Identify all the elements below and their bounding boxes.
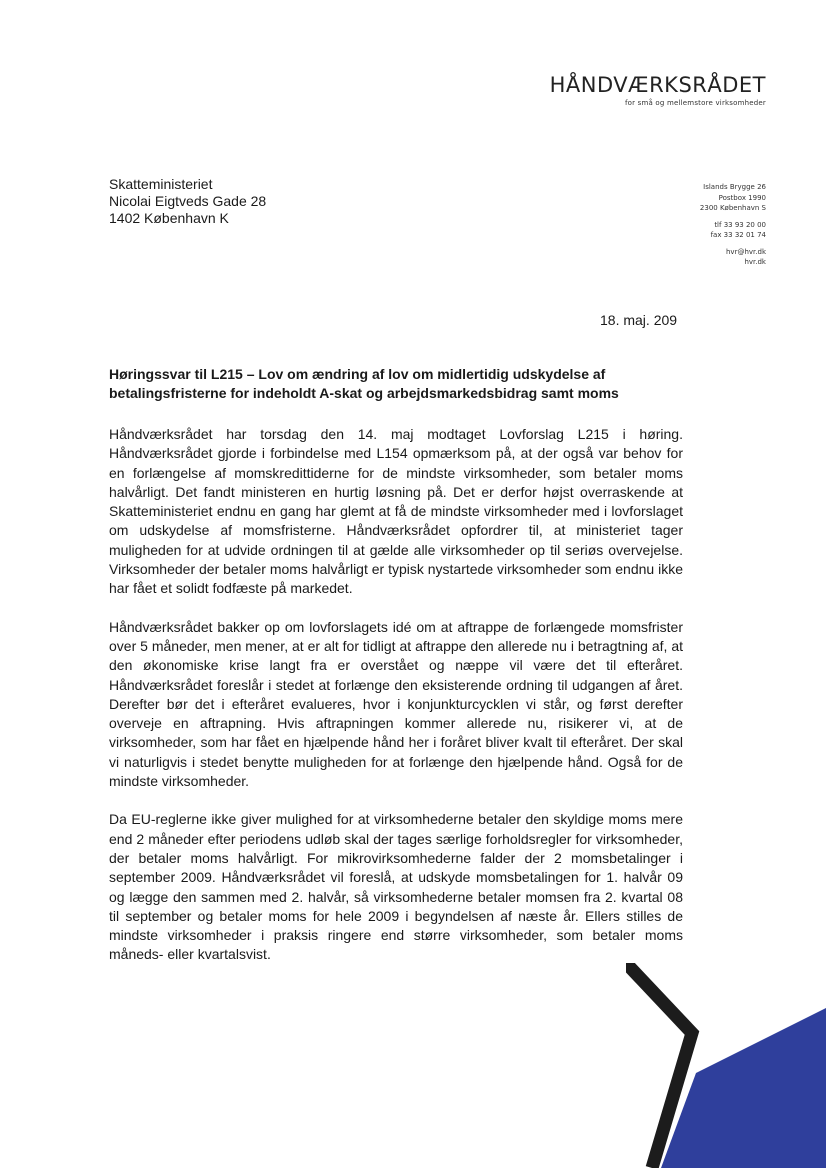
contact-web: hvr.dk	[744, 258, 766, 266]
letter-subject: Høringssvar til L215 – Lov om ændring af lov om midlertidig udskydelse af betalingsfristerne for indeholdt A-skat og arbejdsmarkedsbidrag samt moms	[109, 366, 619, 401]
recipient-line-1: Skatteministeriet	[109, 176, 213, 192]
recipient-line-2: Nicolai Eigtveds Gade 28	[109, 193, 267, 209]
contact-city: 2300 København S	[699, 204, 766, 212]
letter-body	[109, 425, 683, 984]
body-paragraph-3: Da EU-reglerne ikke giver mulighed for at virksomhederne betaler den skyldige moms mere end 2 måneder efter periodens udløb skal der tages særlige forholdsregler for virksomheder, der betaler moms halvårligt. For mikrovirksomhederne falder der 2 momsbetalinger i september 2009. Håndværksrådet vil foreslå, at udskyde momsbetalingen for 1. halvår 09 og lægge den sammen med 2. halvår, så virksomhederne betaler momsen fra 2. kvartal 08 til september og betaler moms for hele 2009 i begyndelsen af næste år. Ellers stilles de mindste virksomheder i praksis ringere end større virksomheder, som betaler moms måneds- eller kvartalsvist.	[109, 811, 683, 963]
contact-fax: fax 33 32 01 74	[710, 231, 766, 239]
recipient-line-3: 1402 København K	[109, 210, 229, 226]
logo-tagline: for små og mellemstore virksomheder	[625, 99, 766, 107]
body-paragraph-1: Håndværksrådet har torsdag den 14. maj modtaget Lovforslag L215 i høring. Håndværksrådet gjorde i forbindelse med L154 opmærksom på, at der også var behov for en forlængelse af momskredittiderne for de mindste virksomheder, som betaler moms halvårligt. Det fandt ministeren en hurtig løsning på. Det er derfor højst overraskende at Skatteministeriet endnu en gang har glemt at få de mindste virksomheder med i lovforslaget om udskydelse af momsfristerne. Håndværksrådet opfordrer til, at ministeriet tager muligheden for at udvide ordningen til at gælde alle virksomheder op til seriøs overvejelse. Virksomheder der betaler moms halvårligt er typisk nystartede virksomheder som endnu ikke har fået et solidt fodfæste på markedet.	[109, 426, 683, 597]
contact-postbox: Postbox 1990	[718, 193, 766, 202]
contact-email: hvr@hvr.dk	[726, 247, 766, 256]
logo-name: HÅNDVÆRKSRÅDET	[549, 73, 766, 97]
body-paragraph-2: Håndværksrådet bakker op om lovforslagets idé om at aftrappe de forlængede momsfrister over 5 måneder, men mener, at er alt for tidligt at aftrappe den allerede nu i betragtning af, at den økonomiske krise langt fra er overstået og næppe vil være det til efteråret. Håndværksrådet foreslår i stedet at forlænge den eksisterende ordning til udgangen af året. Derefter bør det i efteråret evalueres, hvor i konjunkturcycklen vi står, og først derefter overveje en aftrapning. Hvis aftrapningen kommer allerede nu, risikerer vi, at de virksomheder, som har fået en hjælpende hånd her i foråret bliver kvalt til efteråret. Der skal vi naturligvis i stedet benytte muligheden for at forlænge den hjælpende hånd. Også for de mindste virksomheder.	[109, 618, 683, 790]
contact-phone: tlf 33 93 20 00	[714, 220, 766, 229]
letterhead-corner-graphic	[626, 963, 826, 1168]
letterhead-logo	[550, 75, 766, 107]
letter-date: 18. maj. 209	[600, 312, 678, 328]
contact-street: Islands Brygge 26	[703, 183, 766, 191]
sender-contact-block	[700, 182, 766, 268]
recipient-address	[109, 176, 266, 227]
